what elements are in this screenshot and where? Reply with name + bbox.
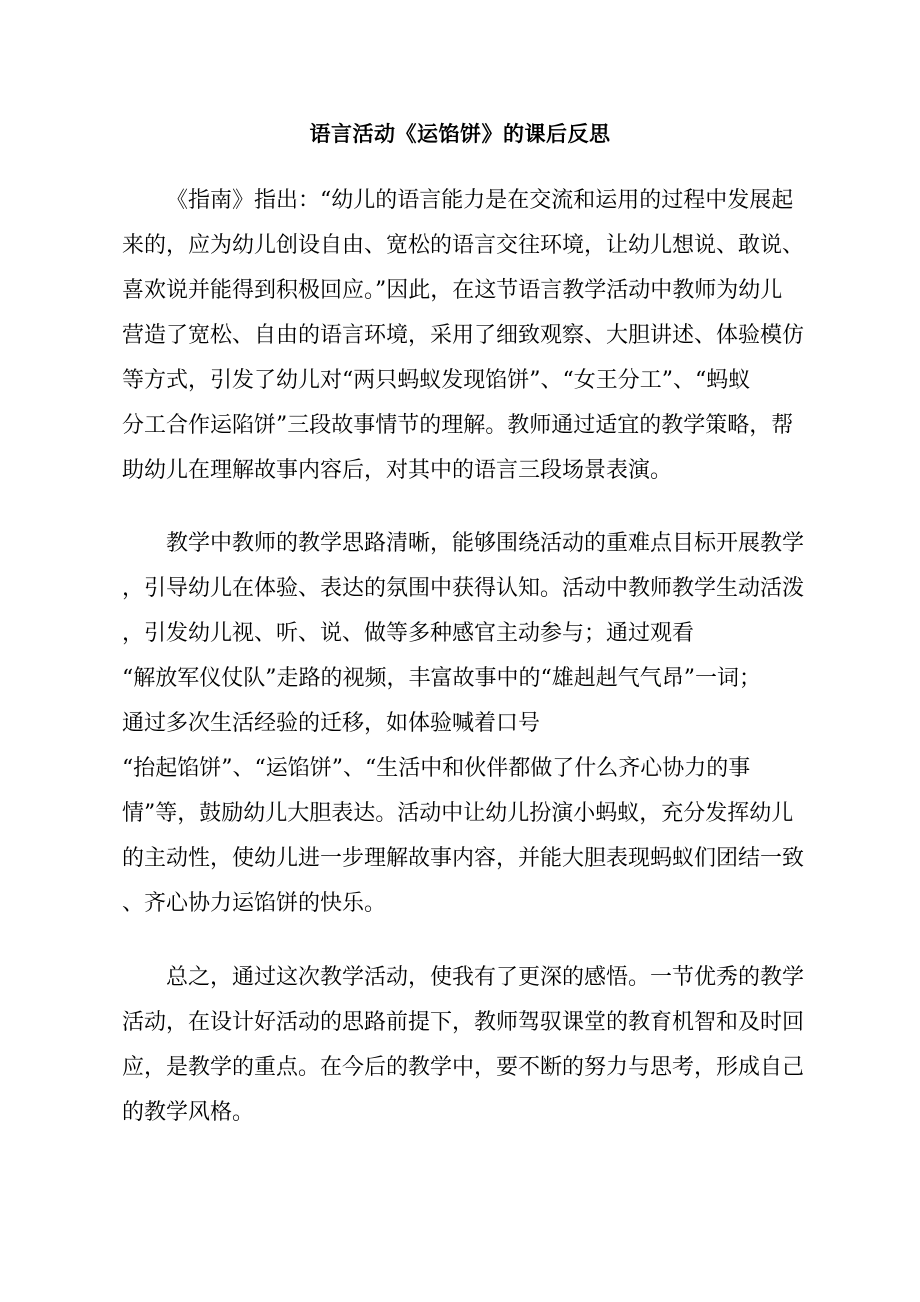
paragraph-line: 情”等，鼓励幼儿大胆表达。活动中让幼儿扮演小蚂蚁，充分发挥幼儿	[122, 801, 794, 826]
paragraph-line: 活动，在设计好活动的思路前提下，教师驾驭课堂的教育机智和及时回	[122, 1010, 805, 1035]
paragraph-teaching-approach	[122, 521, 812, 926]
paragraph-line: ，引导幼儿在体验、表达的氛围中获得认知。活动中教师教学生动活泼	[122, 576, 805, 601]
paragraph-line: ，引发幼儿视、听、说、做等多种感官主动参与；通过观看	[122, 621, 695, 646]
paragraph-line: “抬起馅饼”、“运馅饼”、“生活中和伙伴都做了什么齐心协力的事	[122, 756, 751, 781]
paragraph-guideline	[122, 178, 812, 493]
paragraph-line: 教学中教师的教学思路清晰，能够围绕活动的重难点目标开展教学	[166, 531, 805, 556]
paragraph-conclusion	[122, 955, 812, 1135]
paragraph-line: 分工合作运陷饼”三段故事情节的理解。教师通过适宜的教学策略，帮	[122, 413, 794, 438]
paragraph-line: 营造了宽松、自由的语言环境，采用了细致观察、大胆讲述、体验模仿	[122, 323, 805, 348]
paragraph-line: 《指南》指出：“幼儿的语言能力是在交流和运用的过程中发展起	[166, 188, 794, 213]
paragraph-line: 的主动性，使幼儿进一步理解故事内容，并能大胆表现蚂蚁们团结一致	[122, 846, 805, 871]
paragraph-line: 、齐心协力运馅饼的快乐。	[122, 891, 387, 916]
paragraph-line: 通过多次生活经验的迁移，如体验喊着口号	[122, 711, 541, 736]
paragraph-line: 喜欢说并能得到积极回应。”因此，在这节语言教学活动中教师为幼儿	[122, 278, 783, 303]
paragraph-line: 助幼儿在理解故事内容后，对其中的语言三段场景表演。	[122, 458, 673, 483]
paragraph-line: 应，是教学的重点。在今后的教学中，要不断的努力与思考，形成自己	[122, 1055, 805, 1080]
document-title: 语言活动《运馅饼》的课后反思	[309, 121, 611, 146]
paragraph-line: 总之，通过这次教学活动，使我有了更深的感悟。一节优秀的教学	[166, 965, 805, 990]
paragraph-line: 来的，应为幼儿创设自由、宽松的语言交往环境，让幼儿想说、敢说、	[122, 233, 805, 258]
paragraph-line: 的教学风格。	[122, 1100, 255, 1125]
paragraph-line: “解放军仪仗队”走路的视频，丰富故事中的“雄赳赳气气昂”一词；	[122, 666, 761, 691]
paragraph-line: 等方式，引发了幼儿对“两只蚂蚁发现馅饼”、“女王分工”、“蚂蚁	[122, 368, 751, 393]
